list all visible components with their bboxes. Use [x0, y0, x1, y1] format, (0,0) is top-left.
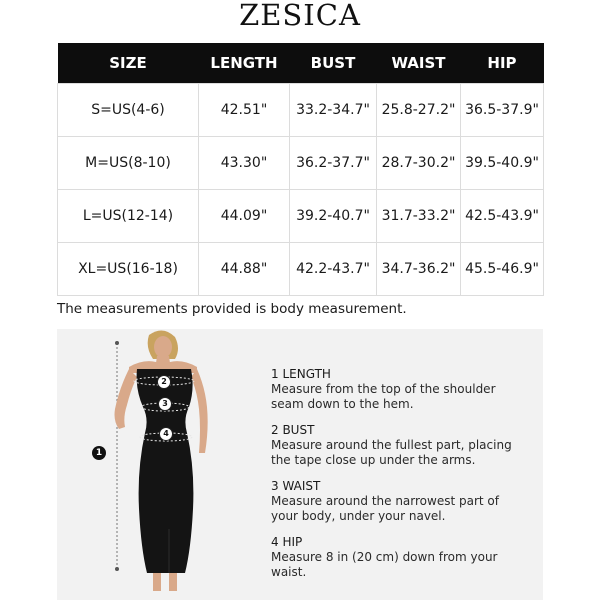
- header-bust: BUST: [290, 43, 377, 84]
- header-length: LENGTH: [199, 43, 290, 84]
- step-bust: [271, 423, 531, 468]
- cell-length: 44.09": [199, 190, 290, 243]
- step-desc: Measure around the fullest part, placing: [271, 438, 512, 452]
- step-desc: your body, under your navel.: [271, 509, 446, 523]
- measure-instructions: [271, 367, 531, 591]
- waist-marker: 3: [158, 397, 172, 411]
- cell-waist: 34.7-36.2": [377, 243, 461, 296]
- cell-waist: 25.8-27.2": [377, 84, 461, 137]
- table-header-row: [58, 43, 544, 84]
- step-title: 4 HIP: [271, 535, 303, 549]
- cell-length: 43.30": [199, 137, 290, 190]
- hip-marker: 4: [159, 427, 173, 441]
- table-row: [58, 243, 544, 296]
- cell-length: 44.88": [199, 243, 290, 296]
- cell-waist: 31.7-33.2": [377, 190, 461, 243]
- cell-size: XL=US(16-18): [58, 243, 199, 296]
- header-hip: HIP: [461, 43, 544, 84]
- cell-hip: 39.5-40.9": [461, 137, 544, 190]
- bust-marker: 2: [157, 375, 171, 389]
- table-row: [58, 84, 544, 137]
- step-title: 3 WAIST: [271, 479, 321, 493]
- step-desc: Measure 8 in (20 cm) down from your waist.: [271, 550, 498, 579]
- measurement-note: The measurements provided is body measurement.: [57, 301, 407, 317]
- header-waist: WAIST: [377, 43, 461, 84]
- step-desc: seam down to the hem.: [271, 397, 414, 411]
- step-desc: Measure from the top of the shoulder: [271, 382, 496, 396]
- table-row: [58, 137, 544, 190]
- cell-bust: 36.2-37.7": [290, 137, 377, 190]
- cell-size: M=US(8-10): [58, 137, 199, 190]
- model-figure: [57, 329, 257, 600]
- brand-logo: ZESICA: [239, 0, 361, 32]
- cell-hip: 45.5-46.9": [461, 243, 544, 296]
- step-title: 1 LENGTH: [271, 367, 331, 381]
- cell-waist: 28.7-30.2": [377, 137, 461, 190]
- model-illustration: [57, 329, 257, 600]
- size-chart-table: [57, 43, 544, 296]
- step-hip: [271, 535, 531, 580]
- step-length: [271, 367, 531, 412]
- cell-size: S=US(4-6): [58, 84, 199, 137]
- length-marker: 1: [92, 446, 106, 460]
- cell-bust: 33.2-34.7": [290, 84, 377, 137]
- step-title: 2 BUST: [271, 423, 315, 437]
- table-row: [58, 190, 544, 243]
- cell-length: 42.51": [199, 84, 290, 137]
- cell-size: L=US(12-14): [58, 190, 199, 243]
- step-desc: Measure around the narrowest part of: [271, 494, 499, 508]
- cell-bust: 42.2-43.7": [290, 243, 377, 296]
- cell-bust: 39.2-40.7": [290, 190, 377, 243]
- cell-hip: 42.5-43.9": [461, 190, 544, 243]
- cell-hip: 36.5-37.9": [461, 84, 544, 137]
- step-waist: [271, 479, 531, 524]
- header-size: SIZE: [58, 43, 199, 84]
- measure-guide-panel: [57, 329, 543, 600]
- step-desc: the tape close up under the arms.: [271, 453, 476, 467]
